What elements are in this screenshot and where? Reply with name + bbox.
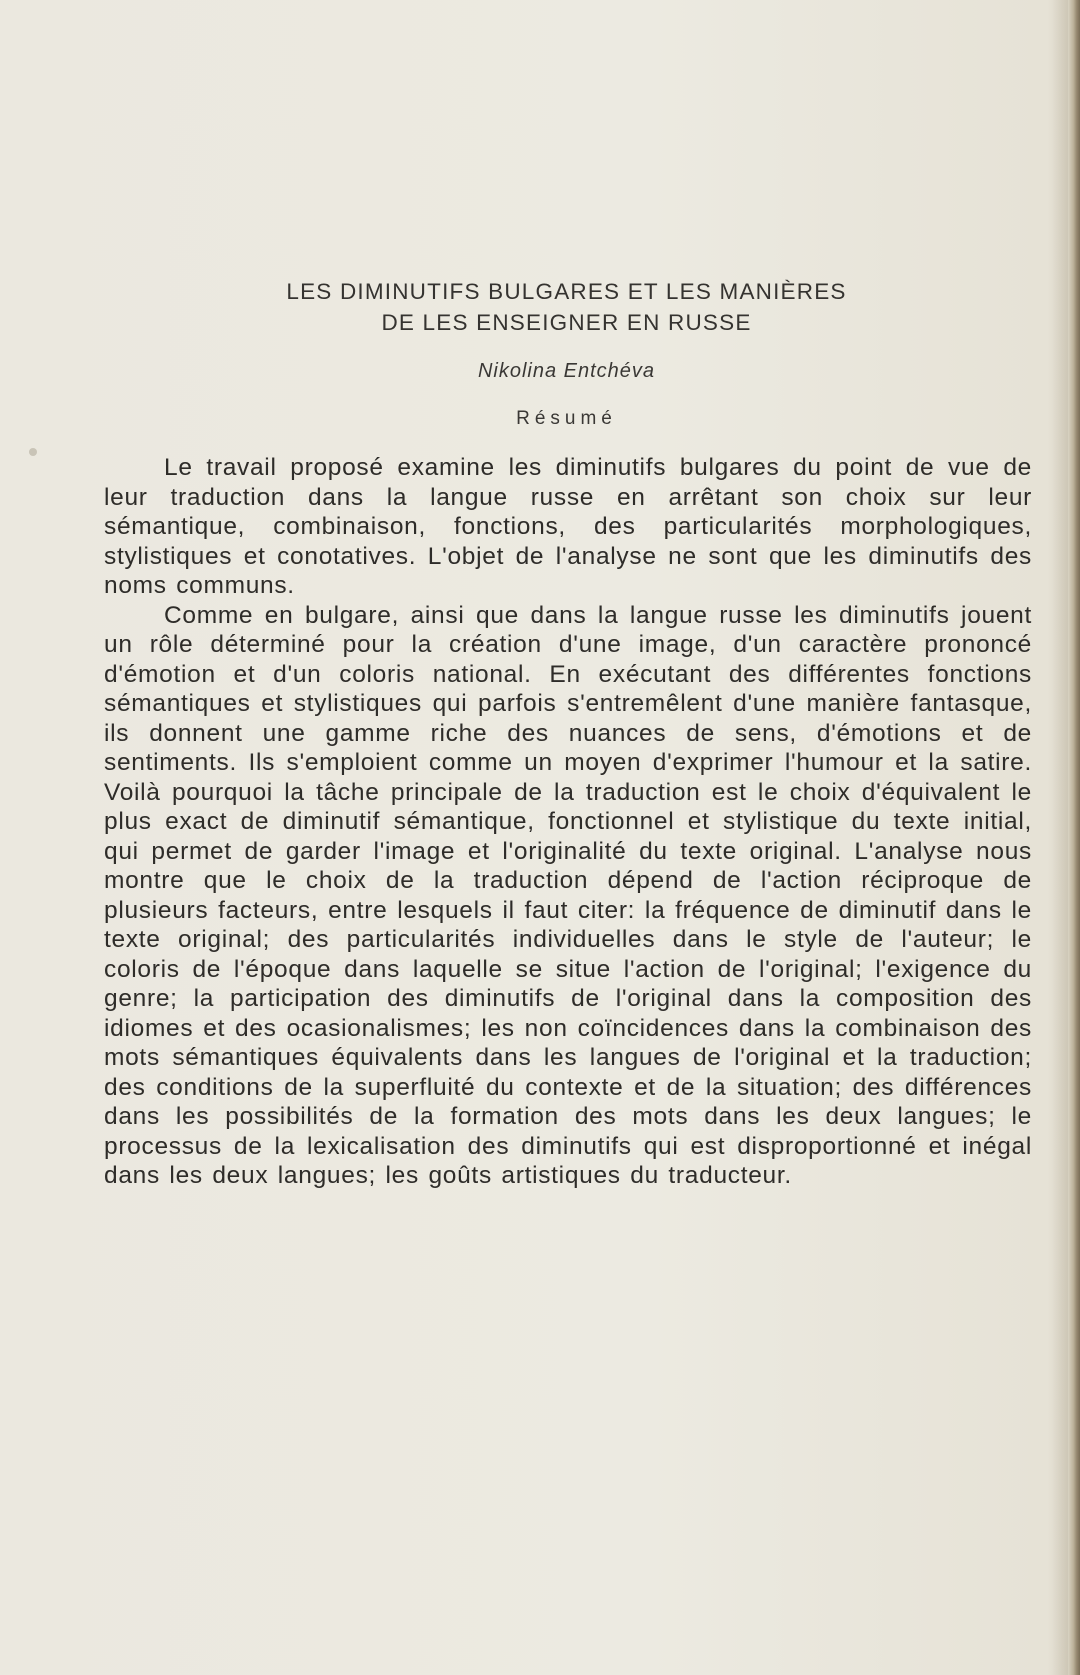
paper-speck <box>29 448 37 456</box>
article-title <box>100 276 1033 338</box>
abstract-body <box>104 453 1032 1191</box>
page-binding-edge <box>1068 0 1080 1675</box>
paragraph-2: Comme en bulgare, ainsi que dans la langue russe les diminutifs jouent un rôle déterminé pour la création d'une image, d'un caractère prononcé d'émotion et d'un coloris national. En exécutant des différentes fonctions sémantiques et stylistiques qui parfois s'entremêlent d'une manière fantasque, ils donnent une gamme riche des nuances de sens, d'émotions et de sentiments. Ils s'emploient comme un moyen d'exprimer l'humour et la satire. Voilà pourquoi la tâche principale de la traduction est le choix d'équivalent le plus exact de diminutif sémantique, fonctionnel et stylistique du texte initial, qui permet de garder l'image et l'originalité du texte original. L'analyse nous montre que le choix de la traduction dépend de l'action réciproque de plusieurs facteurs, entre lesquels il faut citer: la fréquence de diminutif dans le texte original; des particularités individuelles dans le style de l'auteur; le coloris de l'époque dans laquelle se situe l'action de l'original; l'exigence du genre; la participation des diminutifs de l'original dans la composition des idiomes et des ocasionalismes; les non coïncidences dans la combinaison des mots sémantiques équivalents dans les langues de l'original et la traduction; des conditions de la superfluité du contexte et de la situation; des différences dans les possibilités de la formation des mots dans les deux langues; le processus de la lexicalisation des diminutifs qui est disproportionné et inégal dans les deux langues; les goûts artistiques du traducteur. <box>104 601 1032 1189</box>
paragraph-1: Le travail proposé examine les diminutifs bulgares du point de vue de leur traduction dans la langue russe en arrêtant son choix sur leur sémantique, combinaison, fonctions, des particularités morphologiques, stylistiques et conotatives. L'objet de l'analyse ne sont que les diminutifs des noms communs. <box>104 454 1032 599</box>
page-edge-shadow <box>1052 0 1068 1675</box>
author-name: Nikolina Entchéva <box>477 360 656 382</box>
section-heading: Résumé <box>516 408 617 429</box>
title-line-2: DE LES ENSEIGNER EN RUSSE <box>381 310 752 335</box>
title-line-1: LES DIMINUTIFS BULGARES ET LES MANIÈRES <box>286 279 847 304</box>
